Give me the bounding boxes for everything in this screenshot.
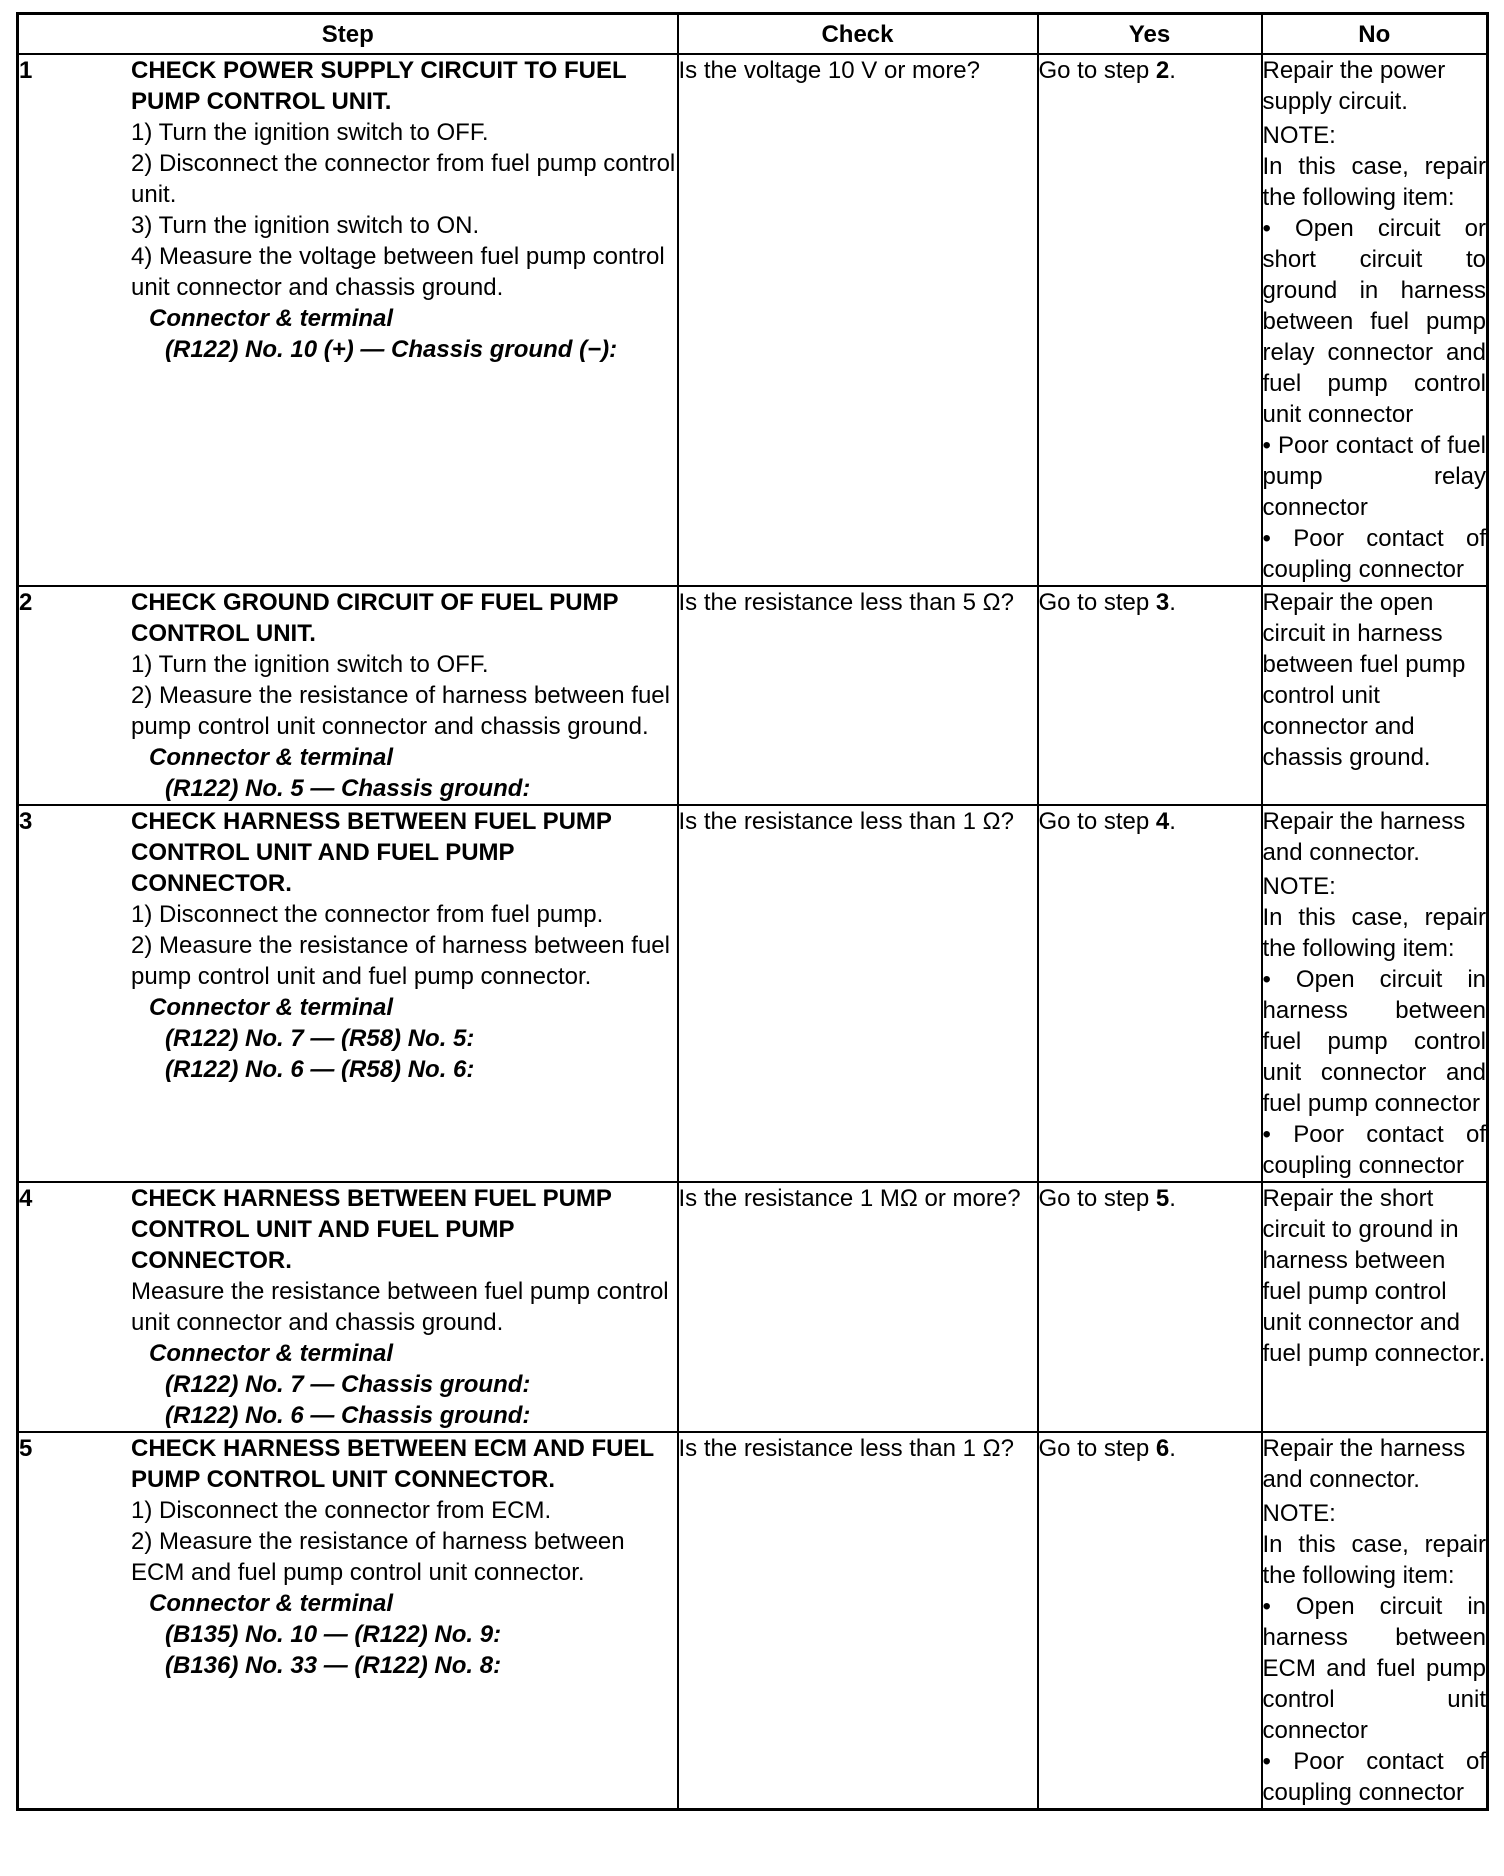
note-bullet-item: • Poor contact of coupling connector bbox=[1262, 1121, 1486, 1179]
table-row-step-4 bbox=[18, 1182, 1488, 1432]
terminal-list bbox=[131, 1369, 677, 1431]
no-action: Repair the open circuit in harness between fuel pump control unit connector and chassis ground. bbox=[1262, 589, 1466, 771]
header-row bbox=[18, 14, 1488, 55]
table-body bbox=[18, 54, 1488, 1810]
no-action: Repair the harness and connector. bbox=[1262, 808, 1466, 866]
connector-terminal-label: Connector & terminal bbox=[149, 1340, 394, 1367]
no-action: Repair the harness and connector. bbox=[1262, 1435, 1466, 1493]
connector-terminal-label: Connector & terminal bbox=[149, 744, 394, 771]
terminal-list bbox=[131, 1619, 677, 1681]
table-row-step-3 bbox=[18, 805, 1488, 1182]
diagnostic-page bbox=[16, 12, 1489, 1811]
terminal-list bbox=[131, 334, 677, 365]
step-number: 1 bbox=[19, 57, 33, 84]
yes-prefix: Go to step bbox=[1038, 589, 1156, 616]
note-label: NOTE: bbox=[1262, 122, 1336, 149]
connector-terminal-label: Connector & terminal bbox=[149, 305, 394, 332]
note-bullet-item: • Open circuit in harness between ECM and fuel pump control unit connector bbox=[1262, 1593, 1486, 1744]
step-title: CHECK POWER SUPPLY CIRCUIT TO FUEL PUMP CONTROL UNIT. bbox=[131, 57, 627, 115]
yes-cell bbox=[1038, 1182, 1262, 1432]
yes-suffix: . bbox=[1169, 589, 1176, 616]
instruction-line: 1) Disconnect the connector from fuel pump. bbox=[131, 901, 604, 928]
header-check: Check bbox=[678, 14, 1038, 55]
no-cell bbox=[1262, 805, 1488, 1182]
step-cell bbox=[18, 805, 678, 1182]
check-cell: Is the resistance less than 5 Ω? bbox=[678, 586, 1038, 805]
table-row-step-5 bbox=[18, 1432, 1488, 1810]
yes-cell bbox=[1038, 54, 1262, 586]
note-items bbox=[1263, 213, 1487, 585]
terminal-line: (B136) No. 33 — (R122) No. 8: bbox=[165, 1652, 502, 1679]
terminal-list bbox=[131, 1023, 677, 1085]
instruction-line: 1) Disconnect the connector from ECM. bbox=[131, 1497, 552, 1524]
instruction-line: 2) Disconnect the connector from fuel pump control unit. bbox=[131, 150, 676, 208]
step-instructions bbox=[131, 649, 677, 742]
step-title: CHECK HARNESS BETWEEN ECM AND FUEL PUMP CONTROL UNIT CONNECTOR. bbox=[131, 1435, 654, 1493]
step-number: 3 bbox=[19, 808, 33, 835]
yes-prefix: Go to step bbox=[1038, 1435, 1156, 1462]
yes-prefix: Go to step bbox=[1038, 1185, 1156, 1212]
step-body bbox=[131, 587, 677, 804]
step-cell bbox=[18, 1182, 678, 1432]
step-cell bbox=[18, 586, 678, 805]
instruction-line: 4) Measure the voltage between fuel pump control unit connector and chassis ground. bbox=[131, 243, 665, 301]
note-items bbox=[1263, 964, 1487, 1181]
note-intro: In this case, repair the following item: bbox=[1262, 904, 1486, 962]
step-instructions bbox=[131, 899, 677, 992]
yes-cell bbox=[1038, 586, 1262, 805]
step-body bbox=[131, 806, 677, 1085]
terminal-line: (B135) No. 10 — (R122) No. 9: bbox=[165, 1621, 502, 1648]
header-yes: Yes bbox=[1038, 14, 1262, 55]
step-number: 2 bbox=[19, 589, 33, 616]
yes-cell bbox=[1038, 1432, 1262, 1810]
yes-prefix: Go to step bbox=[1038, 808, 1156, 835]
instruction-line: 2) Measure the resistance of harness between ECM and fuel pump control unit connector. bbox=[131, 1528, 625, 1586]
note-bullet-item: • Open circuit or short circuit to ground in harness between fuel pump relay connector and fuel pump control unit connector bbox=[1262, 215, 1486, 428]
step-number: 5 bbox=[19, 1435, 33, 1462]
note-label: NOTE: bbox=[1262, 873, 1336, 900]
step-body bbox=[131, 1183, 677, 1431]
step-body bbox=[131, 1433, 677, 1681]
header-step: Step bbox=[18, 14, 678, 55]
terminal-line: (R122) No. 10 (+) — Chassis ground (−): bbox=[165, 336, 618, 363]
header-no: No bbox=[1262, 14, 1488, 55]
check-cell: Is the voltage 10 V or more? bbox=[678, 54, 1038, 586]
yes-step-link[interactable]: 2 bbox=[1155, 57, 1170, 84]
note-bullet-item: • Poor contact of coupling connector bbox=[1262, 1748, 1486, 1806]
yes-prefix: Go to step bbox=[1038, 57, 1156, 84]
table-row-step-2 bbox=[18, 586, 1488, 805]
yes-step-link[interactable]: 4 bbox=[1155, 808, 1170, 835]
terminal-line: (R122) No. 6 — (R58) No. 6: bbox=[165, 1056, 475, 1083]
no-cell bbox=[1262, 54, 1488, 586]
step-title: CHECK HARNESS BETWEEN FUEL PUMP CONTROL UNIT AND FUEL PUMP CONNECTOR. bbox=[131, 1185, 612, 1274]
check-cell: Is the resistance 1 MΩ or more? bbox=[678, 1182, 1038, 1432]
step-body bbox=[131, 55, 677, 365]
check-cell: Is the resistance less than 1 Ω? bbox=[678, 1432, 1038, 1810]
no-cell bbox=[1262, 1182, 1488, 1432]
connector-terminal-label: Connector & terminal bbox=[149, 1590, 394, 1617]
no-action: Repair the short circuit to ground in harness between fuel pump control unit connector and fuel pump connector. bbox=[1262, 1185, 1486, 1367]
step-instructions bbox=[131, 1276, 677, 1338]
step-cell bbox=[18, 54, 678, 586]
note-bullet-item: • Poor contact of fuel pump relay connector bbox=[1262, 432, 1486, 521]
instruction-line: Measure the resistance between fuel pump control unit connector and chassis ground. bbox=[131, 1278, 669, 1336]
step-instructions bbox=[131, 117, 677, 303]
step-title: CHECK HARNESS BETWEEN FUEL PUMP CONTROL UNIT AND FUEL PUMP CONNECTOR. bbox=[131, 808, 612, 897]
yes-cell bbox=[1038, 805, 1262, 1182]
step-instructions bbox=[131, 1495, 677, 1588]
yes-step-link[interactable]: 6 bbox=[1155, 1435, 1170, 1462]
terminal-line: (R122) No. 5 — Chassis ground: bbox=[165, 775, 531, 802]
note-intro: In this case, repair the following item: bbox=[1262, 1531, 1486, 1589]
note-label: NOTE: bbox=[1262, 1500, 1336, 1527]
terminal-line: (R122) No. 6 — Chassis ground: bbox=[165, 1402, 531, 1429]
terminal-list bbox=[131, 773, 677, 804]
note-intro: In this case, repair the following item: bbox=[1262, 153, 1486, 211]
note-bullet-item: • Open circuit in harness between fuel pump control unit connector and fuel pump connector bbox=[1262, 966, 1486, 1117]
diagnostic-table bbox=[16, 12, 1489, 1811]
note-items bbox=[1263, 1591, 1487, 1808]
yes-suffix: . bbox=[1169, 808, 1176, 835]
yes-suffix: . bbox=[1169, 1185, 1176, 1212]
instruction-line: 2) Measure the resistance of harness between fuel pump control unit and fuel pump connector. bbox=[131, 932, 670, 990]
yes-suffix: . bbox=[1169, 57, 1176, 84]
instruction-line: 1) Turn the ignition switch to OFF. bbox=[131, 119, 489, 146]
step-title: CHECK GROUND CIRCUIT OF FUEL PUMP CONTROL UNIT. bbox=[131, 589, 619, 647]
yes-step-link[interactable]: 3 bbox=[1155, 589, 1170, 616]
connector-terminal-label: Connector & terminal bbox=[149, 994, 394, 1021]
instruction-line: 1) Turn the ignition switch to OFF. bbox=[131, 651, 489, 678]
yes-suffix: . bbox=[1169, 1435, 1176, 1462]
terminal-line: (R122) No. 7 — (R58) No. 5: bbox=[165, 1025, 475, 1052]
note-bullet-item: • Poor contact of coupling connector bbox=[1262, 525, 1486, 583]
no-cell bbox=[1262, 586, 1488, 805]
terminal-line: (R122) No. 7 — Chassis ground: bbox=[165, 1371, 531, 1398]
step-number: 4 bbox=[19, 1185, 33, 1212]
check-cell: Is the resistance less than 1 Ω? bbox=[678, 805, 1038, 1182]
table-row-step-1 bbox=[18, 54, 1488, 586]
no-cell bbox=[1262, 1432, 1488, 1810]
no-action: Repair the power supply circuit. bbox=[1262, 57, 1446, 115]
step-cell bbox=[18, 1432, 678, 1810]
instruction-line: 2) Measure the resistance of harness between fuel pump control unit connector and chassis ground. bbox=[131, 682, 670, 740]
instruction-line: 3) Turn the ignition switch to ON. bbox=[131, 212, 480, 239]
yes-step-link[interactable]: 5 bbox=[1155, 1185, 1170, 1212]
